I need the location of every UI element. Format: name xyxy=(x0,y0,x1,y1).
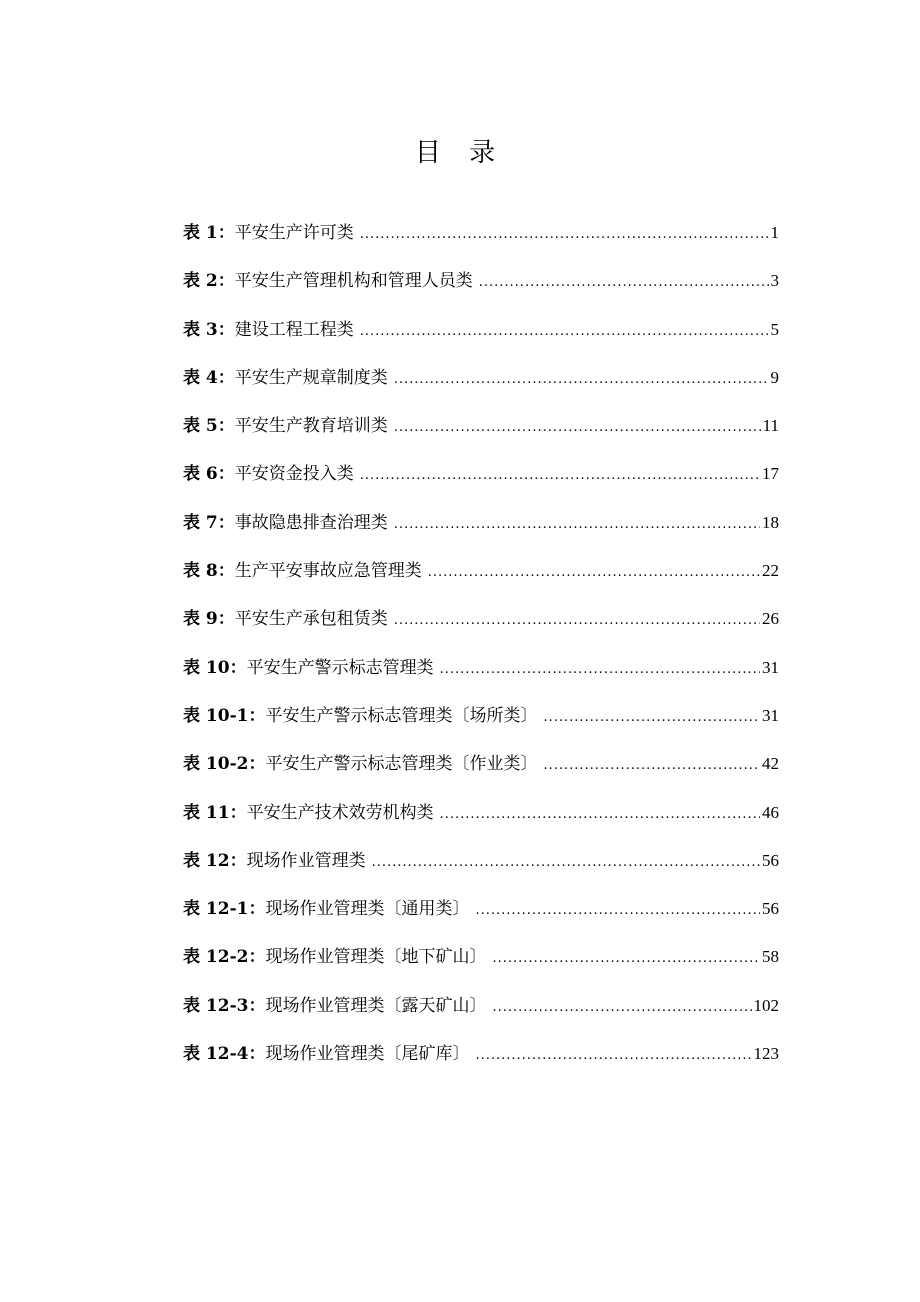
toc-entry-title: 平安生产管理机构和管理人员类 xyxy=(234,271,473,292)
dot-leader xyxy=(394,410,761,446)
toc-entry[interactable] xyxy=(183,360,779,408)
toc-entry-label: 表 12： xyxy=(183,850,247,871)
toc-entry-page-number: 56 xyxy=(762,899,779,919)
dot-leader xyxy=(492,941,760,977)
toc-entry-title: 平安生产警示标志管理类〔作业类〕 xyxy=(265,754,538,775)
toc-entry-title: 生产平安事故应急管理类 xyxy=(234,561,422,582)
toc-entry[interactable] xyxy=(183,843,779,891)
toc-entry-title: 现场作业管理类〔尾矿库〕 xyxy=(265,1044,470,1065)
toc-entry-page-number: 17 xyxy=(762,464,779,484)
dot-leader xyxy=(372,845,760,881)
dot-leader xyxy=(360,217,769,253)
toc-entry-title: 平安生产警示标志管理类〔场所类〕 xyxy=(265,705,538,726)
dot-leader xyxy=(360,458,760,494)
table-of-contents xyxy=(183,215,779,1084)
toc-entry-label: 表 11： xyxy=(183,802,247,823)
toc-entry-title: 建设工程工程类 xyxy=(234,319,354,340)
dot-leader xyxy=(394,603,760,639)
toc-entry-label: 表 1： xyxy=(183,223,235,243)
toc-entry-title: 现场作业管理类〔露天矿山〕 xyxy=(265,995,487,1016)
toc-entry-page-number: 102 xyxy=(753,995,779,1015)
toc-entry[interactable] xyxy=(183,939,779,987)
toc-entry[interactable] xyxy=(183,263,779,311)
toc-entry[interactable] xyxy=(183,746,779,794)
toc-entry-page-number: 11 xyxy=(762,416,779,436)
toc-entry-label: 表 12-3： xyxy=(183,995,266,1016)
dot-leader xyxy=(360,314,769,350)
toc-entry-label: 表 6： xyxy=(183,464,235,485)
toc-entry-page-number: 123 xyxy=(753,1044,779,1064)
toc-entry-title: 平安生产规章制度类 xyxy=(234,367,388,388)
toc-entry-title: 平安生产教育培训类 xyxy=(234,416,388,437)
toc-entry-title: 现场作业管理类〔地下矿山〕 xyxy=(265,947,487,968)
toc-entry-title: 平安资金投入类 xyxy=(234,464,354,485)
dot-leader xyxy=(440,652,760,688)
toc-entry-title: 平安生产警示标志管理类 xyxy=(246,657,434,678)
toc-entry[interactable] xyxy=(183,988,779,1036)
toc-entry-label: 表 7： xyxy=(183,512,235,533)
dot-leader xyxy=(394,507,760,543)
toc-entry[interactable] xyxy=(183,505,779,553)
toc-entry-page-number: 31 xyxy=(762,657,779,677)
dot-leader xyxy=(543,700,760,736)
toc-entry[interactable] xyxy=(183,456,779,504)
toc-entry-title: 事故隐患排查治理类 xyxy=(234,512,388,533)
toc-entry[interactable] xyxy=(183,1036,779,1084)
toc-entry-title: 平安生产技术效劳机构类 xyxy=(246,802,434,823)
dot-leader xyxy=(475,893,760,929)
toc-entry-page-number: 1 xyxy=(770,223,779,242)
toc-entry-label: 表 12-1： xyxy=(183,899,266,920)
toc-entry-label: 表 10-1： xyxy=(183,705,266,726)
toc-entry[interactable] xyxy=(183,312,779,360)
toc-entry-label: 表 3： xyxy=(183,319,235,340)
toc-entry[interactable] xyxy=(183,601,779,649)
dot-leader xyxy=(479,265,769,301)
toc-entry[interactable] xyxy=(183,891,779,939)
toc-entry-label: 表 10： xyxy=(183,657,247,678)
toc-entry-page-number: 46 xyxy=(762,802,779,822)
toc-entry-page-number: 9 xyxy=(770,367,779,387)
dot-leader xyxy=(543,748,760,784)
toc-entry[interactable] xyxy=(183,553,779,601)
dot-leader xyxy=(394,362,769,398)
toc-entry-label: 表 10-2： xyxy=(183,754,266,775)
toc-entry-page-number: 31 xyxy=(762,705,779,725)
toc-entry-label: 表 4： xyxy=(183,367,235,388)
toc-entry-page-number: 22 xyxy=(762,561,779,581)
toc-entry-label: 表 12-4： xyxy=(183,1044,266,1065)
toc-entry-page-number: 3 xyxy=(770,271,779,291)
toc-entry-page-number: 58 xyxy=(762,947,779,967)
toc-entry-page-number: 18 xyxy=(762,512,779,532)
dot-leader xyxy=(475,1038,751,1074)
dot-leader xyxy=(492,990,751,1026)
toc-entry-page-number: 42 xyxy=(762,754,779,774)
toc-entry-page-number: 5 xyxy=(770,319,779,339)
toc-entry-label: 表 5： xyxy=(183,416,235,437)
toc-entry-title: 平安生产承包租赁类 xyxy=(234,609,388,630)
toc-entry-title: 现场作业管理类〔通用类〕 xyxy=(265,899,470,920)
toc-entry-title: 现场作业管理类 xyxy=(246,850,366,871)
toc-entry-title: 平安生产许可类 xyxy=(234,223,354,243)
toc-entry[interactable] xyxy=(183,215,779,263)
toc-entry-label: 表 12-2： xyxy=(183,947,266,968)
dot-leader xyxy=(428,555,760,591)
toc-entry-label: 表 2： xyxy=(183,271,235,292)
toc-entry[interactable] xyxy=(183,698,779,746)
toc-entry[interactable] xyxy=(183,408,779,456)
toc-entry-page-number: 56 xyxy=(762,850,779,870)
toc-entry-label: 表 9： xyxy=(183,609,235,630)
dot-leader xyxy=(440,797,760,833)
toc-entry-label: 表 8： xyxy=(183,561,235,582)
toc-entry-page-number: 26 xyxy=(762,609,779,629)
toc-entry[interactable] xyxy=(183,795,779,843)
page-title: 目 录 xyxy=(414,138,506,169)
toc-entry[interactable] xyxy=(183,650,779,698)
